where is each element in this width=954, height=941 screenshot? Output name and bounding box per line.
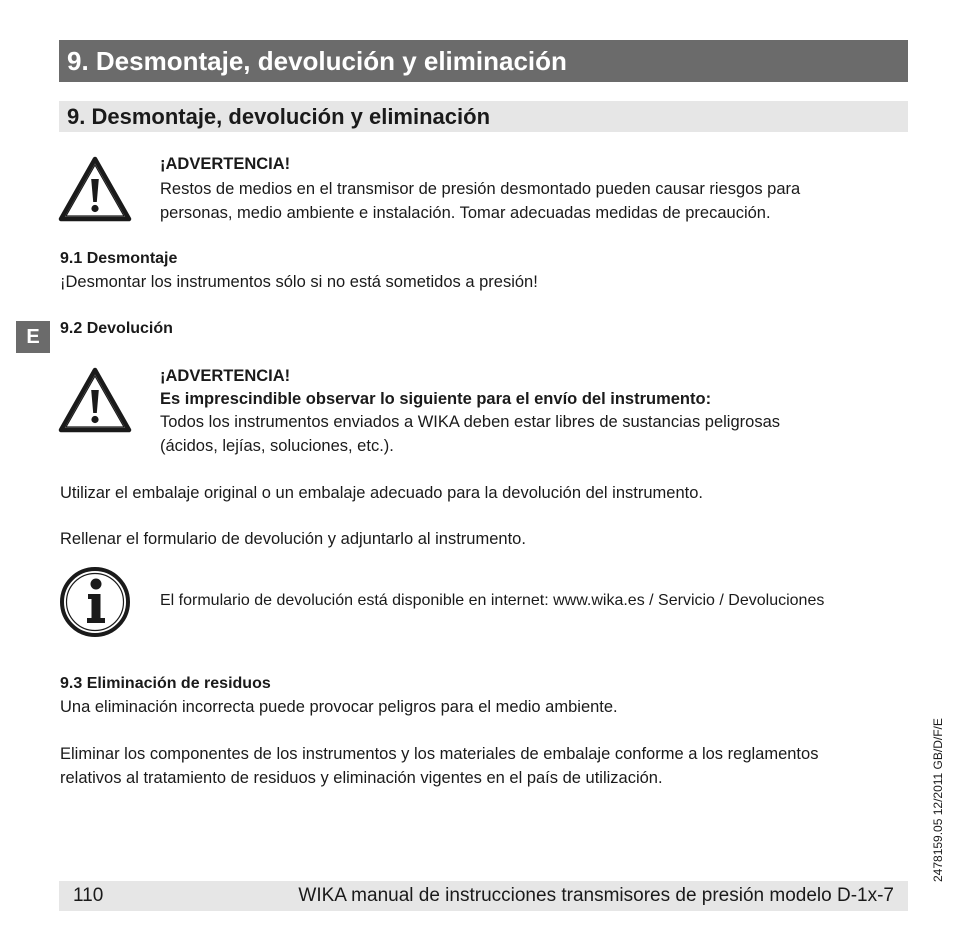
paragraph-line: relativos al tratamiento de residuos y eliminación vigentes en el país de utilización. bbox=[60, 769, 663, 787]
warning-bold-line: Es imprescindible observar lo siguiente para el envío del instrumento: bbox=[160, 390, 712, 408]
warning-text-line: Restos de medios en el transmisor de presión desmontado pueden causar riesgos para bbox=[160, 180, 801, 198]
paragraph-line: Eliminar los componentes de los instrumentos y los materiales de embalaje conforme a los reglamentos bbox=[60, 745, 819, 763]
warning-text-line: personas, medio ambiente e instalación. Tomar adecuadas medidas de precaución. bbox=[160, 204, 771, 222]
warning-label: ¡ADVERTENCIA! bbox=[160, 367, 291, 385]
info-circle-icon bbox=[59, 566, 131, 638]
footer-title: WIKA manual de instrucciones transmisores de presión modelo D-1x-7 bbox=[298, 885, 894, 906]
warning-label: ¡ADVERTENCIA! bbox=[160, 155, 291, 173]
page-number: 110 bbox=[73, 885, 104, 906]
warning-triangle-icon bbox=[58, 155, 132, 223]
subsection-heading-9-1: 9.1 Desmontaje bbox=[60, 250, 178, 267]
warning-text-line: Todos los instrumentos enviados a WIKA deben estar libres de sustancias peligrosas bbox=[160, 413, 780, 431]
chapter-title: 9. Desmontaje, devolución y eliminación bbox=[59, 40, 908, 82]
paragraph: Una eliminación incorrecta puede provocar peligros para el medio ambiente. bbox=[60, 698, 618, 716]
info-text: El formulario de devolución está disponible en internet: www.wika.es / Servicio / Devoluciones bbox=[160, 592, 825, 609]
paragraph: Rellenar el formulario de devolución y adjuntarlo al instrumento. bbox=[60, 530, 526, 548]
paragraph: Utilizar el embalaje original o un embalaje adecuado para la devolución del instrumento. bbox=[60, 484, 703, 502]
subsection-heading-9-3: 9.3 Eliminación de residuos bbox=[60, 675, 271, 692]
paragraph: ¡Desmontar los instrumentos sólo si no está sometidos a presión! bbox=[60, 273, 538, 291]
document-code: 2478159.05 12/2011 GB/D/F/E bbox=[931, 718, 945, 882]
warning-triangle-icon bbox=[58, 366, 132, 434]
warning-text-line: (ácidos, lejías, soluciones, etc.). bbox=[160, 437, 394, 455]
language-tab: E bbox=[16, 321, 50, 353]
subsection-heading-9-2: 9.2 Devolución bbox=[60, 320, 173, 337]
section-title: 9. Desmontaje, devolución y eliminación bbox=[59, 101, 908, 132]
footer bbox=[59, 881, 908, 911]
